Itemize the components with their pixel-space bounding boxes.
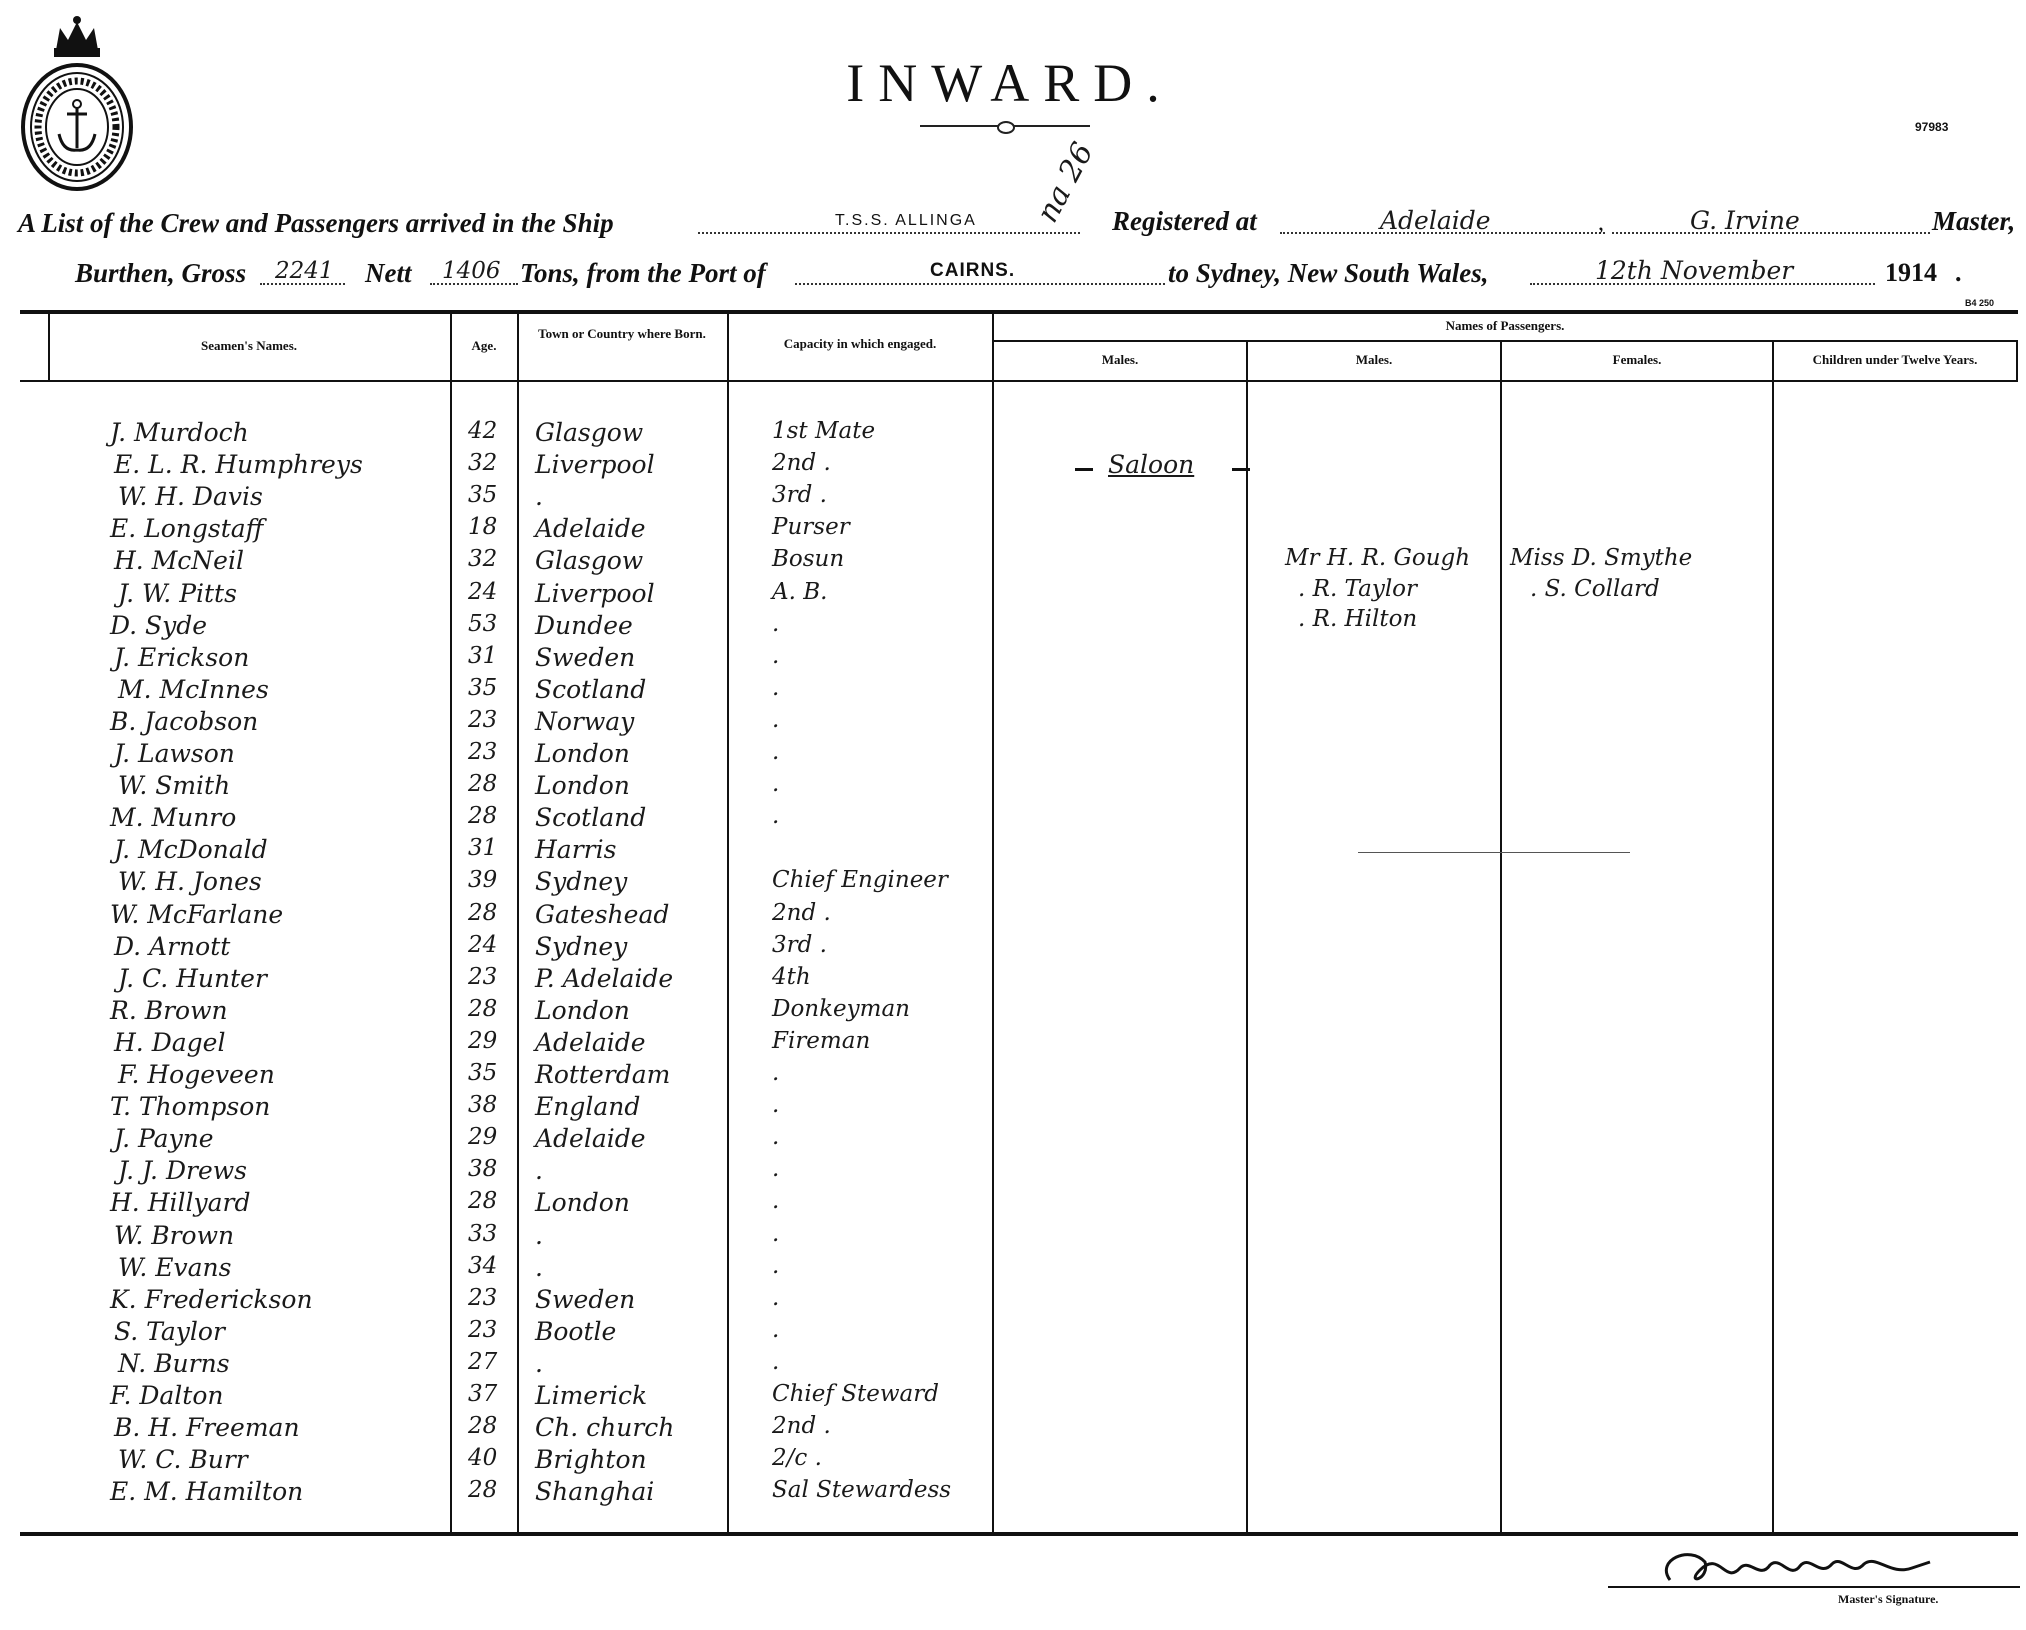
title-ornament-dot — [997, 121, 1015, 134]
seaman-age: 38 — [468, 1092, 498, 1118]
table-row — [0, 1285, 1000, 1317]
seaman-born: Harris — [535, 835, 617, 864]
seaman-age: 23 — [468, 707, 498, 733]
burthen-label: Burthen, Gross — [75, 258, 247, 288]
seaman-born: Glasgow — [535, 546, 644, 575]
tons-port-label: Tons, from the Port of — [520, 258, 766, 288]
seaman-capacity: 1st Mate — [772, 418, 876, 444]
sydney-label: to Sydney, New South Wales, — [1168, 258, 1489, 288]
ship-name: T.S.S. ALLINGA — [835, 212, 977, 229]
seaman-name: J. C. Hunter — [118, 964, 267, 993]
seaman-born: Limerick — [535, 1381, 648, 1410]
seaman-capacity: Chief Steward — [772, 1381, 939, 1407]
seaman-capacity: . — [772, 643, 780, 669]
seaman-born: . — [535, 482, 543, 511]
seaman-born: Brighton — [535, 1445, 647, 1474]
table-row — [0, 450, 1000, 482]
seaman-age: 40 — [468, 1445, 498, 1471]
seaman-capacity: . — [772, 611, 780, 637]
seaman-born: Gateshead — [535, 900, 670, 929]
seaman-capacity: . — [772, 675, 780, 701]
seaman-born: London — [535, 996, 630, 1025]
nett-label: Nett — [365, 258, 412, 288]
table-row — [0, 611, 1000, 643]
port-dotline — [795, 283, 1165, 285]
seaman-capacity: . — [772, 803, 780, 829]
seaman-born: Scotland — [535, 803, 647, 832]
port-of-departure: CAIRNS. — [930, 260, 1016, 281]
seaman-name: T. Thompson — [110, 1092, 271, 1121]
saloon-dash-right — [1232, 468, 1250, 471]
col-divider — [1246, 342, 1248, 1534]
seaman-born: Dundee — [535, 611, 633, 640]
arrival-year: 1914 — [1885, 258, 1937, 287]
seaman-age: 28 — [468, 1413, 498, 1439]
seaman-age: 27 — [468, 1349, 498, 1375]
table-row — [0, 514, 1000, 546]
seaman-age: 18 — [468, 514, 498, 540]
seaman-born: England — [535, 1092, 641, 1121]
table-top-rule — [20, 310, 2018, 314]
seaman-capacity: . — [772, 1156, 780, 1182]
table-row — [0, 707, 1000, 739]
col-divider — [1500, 342, 1502, 1534]
table-row — [0, 803, 1000, 835]
seaman-name: B. H. Freeman — [114, 1413, 300, 1442]
seaman-capacity: . — [772, 1221, 780, 1247]
table-row — [0, 579, 1000, 611]
seaman-capacity: Bosun — [772, 546, 845, 572]
table-row — [0, 932, 1000, 964]
seaman-capacity: Donkeyman — [772, 996, 910, 1022]
table-row — [0, 964, 1000, 996]
table-row — [0, 675, 1000, 707]
seaman-born: Adelaide — [535, 1028, 646, 1057]
table-row — [0, 771, 1000, 803]
seaman-name: F. Dalton — [110, 1381, 224, 1410]
passengers-end-rule — [1358, 852, 1630, 853]
seaman-born: . — [535, 1221, 543, 1250]
seaman-capacity: . — [772, 739, 780, 765]
seaman-born: Adelaide — [535, 1124, 646, 1153]
table-row — [0, 996, 1000, 1028]
seaman-born: Sydney — [535, 867, 628, 896]
table-row — [0, 1445, 1000, 1477]
table-row — [0, 546, 1000, 578]
seaman-age: 29 — [468, 1028, 498, 1054]
seaman-name: W. C. Burr — [118, 1445, 248, 1474]
seaman-capacity: A. B. — [772, 579, 828, 605]
comma-sep: , — [1598, 210, 1604, 236]
seaman-capacity: . — [772, 1253, 780, 1279]
table-row — [0, 1188, 1000, 1220]
seaman-age: 23 — [468, 964, 498, 990]
seaman-name: M. Munro — [110, 803, 237, 832]
seaman-name: E. M. Hamilton — [110, 1477, 304, 1506]
seaman-age: 28 — [468, 996, 498, 1022]
seaman-born: Sweden — [535, 643, 636, 672]
seaman-born: . — [535, 1253, 543, 1282]
saloon-dash-left — [1075, 468, 1093, 471]
seaman-born: . — [535, 1349, 543, 1378]
seaman-capacity: . — [772, 707, 780, 733]
saloon-label: Saloon — [1108, 450, 1195, 479]
seaman-age: 28 — [468, 1188, 498, 1214]
seaman-age: 23 — [468, 1285, 498, 1311]
table-row — [0, 1253, 1000, 1285]
seaman-born: Norway — [535, 707, 635, 736]
seaman-age: 24 — [468, 579, 498, 605]
seaman-born: Bootle — [535, 1317, 617, 1346]
table-row — [0, 835, 1000, 867]
passenger-female: Miss D. Smythe — [1510, 545, 1693, 571]
passenger-male: . R. Hilton — [1298, 606, 1418, 632]
table-row — [0, 1381, 1000, 1413]
seaman-capacity: Fireman — [772, 1028, 871, 1054]
table-row — [0, 1477, 1000, 1509]
seaman-age: 24 — [468, 932, 498, 958]
seaman-born: Liverpool — [535, 579, 655, 608]
table-row — [0, 867, 1000, 899]
seaman-age: 28 — [468, 803, 498, 829]
seaman-born: Sydney — [535, 932, 628, 961]
seaman-name: E. L. R. Humphreys — [114, 450, 363, 479]
passenger-male: . R. Taylor — [1298, 576, 1418, 602]
seaman-age: 34 — [468, 1253, 498, 1279]
master-label: Master, — [1932, 206, 2016, 236]
table-row — [0, 1413, 1000, 1445]
seaman-name: J. McDonald — [114, 835, 268, 864]
seaman-capacity: 3rd . — [772, 932, 827, 958]
seaman-name: H. McNeil — [114, 546, 244, 575]
header-born: Town or Country where Born. — [538, 326, 706, 341]
registered-label: Registered at — [1112, 206, 1257, 236]
header-males-2: Males. — [1355, 352, 1393, 367]
seaman-capacity: Purser — [772, 514, 850, 540]
header-passengers: Names of Passengers. — [1445, 318, 1565, 333]
seaman-capacity: . — [772, 1317, 780, 1343]
table-row — [0, 900, 1000, 932]
seaman-name: M. McInnes — [118, 675, 269, 704]
seaman-born: P. Adelaide — [535, 964, 674, 993]
table-row — [0, 1124, 1000, 1156]
seaman-name: H. Dagel — [114, 1028, 226, 1057]
seaman-age: 39 — [468, 867, 498, 893]
seaman-capacity: . — [772, 1188, 780, 1214]
header-females: Females. — [1612, 352, 1662, 367]
table-row — [0, 739, 1000, 771]
table-row — [0, 1349, 1000, 1381]
header-bottom-rule — [20, 380, 2018, 382]
seaman-name: J. Lawson — [114, 739, 235, 768]
year-period: . — [1955, 258, 1962, 287]
seaman-born: Liverpool — [535, 450, 655, 479]
seaman-capacity: . — [772, 1124, 780, 1150]
form-code: B4 250 — [1965, 298, 1995, 308]
seaman-capacity: 2nd . — [772, 450, 831, 476]
table-row — [0, 1221, 1000, 1253]
seaman-capacity: . — [772, 1060, 780, 1086]
seaman-born: Scotland — [535, 675, 647, 704]
seaman-name: D. Syde — [110, 611, 208, 640]
signature-label: Master's Signature. — [1838, 1592, 1939, 1606]
master-name: G. Irvine — [1690, 206, 1800, 235]
seaman-capacity: Sal Stewardess — [772, 1477, 952, 1503]
seaman-capacity: Chief Engineer — [772, 867, 948, 893]
margin-annotation: na 26 — [1030, 137, 1101, 229]
department-seal — [18, 10, 136, 192]
seaman-capacity: 3rd . — [772, 482, 827, 508]
nett-tonnage: 1406 — [442, 258, 501, 284]
col-divider — [2016, 342, 2018, 382]
seaman-age: 32 — [468, 546, 498, 572]
seaman-age: 35 — [468, 482, 498, 508]
seaman-name: J. Payne — [114, 1124, 214, 1153]
seaman-age: 38 — [468, 1156, 498, 1182]
seaman-name: H. Hillyard — [110, 1188, 251, 1217]
seaman-born: London — [535, 739, 630, 768]
seaman-capacity: 2/c . — [772, 1445, 822, 1471]
passenger-male: Mr H. R. Gough — [1285, 545, 1471, 571]
seaman-name: J. J. Drews — [118, 1156, 247, 1185]
seaman-born: Ch. church — [535, 1413, 675, 1442]
table-row — [0, 1060, 1000, 1092]
header-children: Children under Twelve Years. — [1812, 352, 1978, 367]
seaman-capacity: . — [772, 1349, 780, 1375]
seaman-age: 23 — [468, 739, 498, 765]
seaman-born: London — [535, 1188, 630, 1217]
seaman-name: B. Jacobson — [110, 707, 259, 736]
seaman-name: J. Murdoch — [110, 418, 249, 447]
seaman-born: Glasgow — [535, 418, 644, 447]
seaman-age: 31 — [468, 835, 498, 861]
seaman-capacity: 2nd . — [772, 1413, 831, 1439]
list-prefix: A List of the Crew and Passengers arrived in the Ship — [18, 208, 614, 238]
seaman-born: Sweden — [535, 1285, 636, 1314]
seaman-age: 35 — [468, 675, 498, 701]
seaman-age: 35 — [468, 1060, 498, 1086]
passengers-subheader-rule — [992, 340, 2018, 342]
col-divider — [1772, 342, 1774, 1534]
seaman-age: 37 — [468, 1381, 498, 1407]
table-row — [0, 1156, 1000, 1188]
table-row — [0, 482, 1000, 514]
seaman-name: W. H. Davis — [118, 482, 263, 511]
seaman-name: D. Arnott — [114, 932, 231, 961]
seaman-name: K. Frederickson — [110, 1285, 313, 1314]
gross-tonnage: 2241 — [275, 258, 334, 284]
seaman-age: 28 — [468, 1477, 498, 1503]
seaman-born: Adelaide — [535, 514, 646, 543]
seaman-name: S. Taylor — [114, 1317, 225, 1346]
seaman-name: W. Evans — [118, 1253, 232, 1282]
header-males-1: Males. — [1101, 352, 1139, 367]
seaman-age: 28 — [468, 900, 498, 926]
seaman-capacity: . — [772, 771, 780, 797]
seaman-name: W. Brown — [114, 1221, 235, 1250]
seaman-capacity: . — [772, 1092, 780, 1118]
registered-port: Adelaide — [1380, 206, 1491, 235]
form-number: 97983 — [1915, 120, 1949, 134]
seaman-name: W. H. Jones — [118, 867, 262, 896]
seaman-age: 28 — [468, 771, 498, 797]
seaman-age: 31 — [468, 643, 498, 669]
seaman-age: 32 — [468, 450, 498, 476]
seaman-born: London — [535, 771, 630, 800]
seaman-born: Rotterdam — [535, 1060, 671, 1089]
seaman-capacity: 4th — [772, 964, 811, 990]
table-row — [0, 1028, 1000, 1060]
seaman-age: 42 — [468, 418, 498, 444]
seaman-age: 29 — [468, 1124, 498, 1150]
seaman-born: Shanghai — [535, 1477, 655, 1506]
header-age: Age. — [471, 338, 497, 353]
seaman-name: J. Erickson — [114, 643, 250, 672]
seaman-capacity: . — [772, 1285, 780, 1311]
form-title: INWARD. — [846, 53, 1174, 113]
seaman-name: W. McFarlane — [110, 900, 284, 929]
seaman-name: W. Smith — [118, 771, 231, 800]
table-row — [0, 418, 1000, 450]
arrival-date: 12th November — [1595, 256, 1794, 285]
table-row — [0, 1317, 1000, 1349]
table-bottom-rule — [20, 1532, 2018, 1536]
header-capacity: Capacity in which engaged. — [783, 336, 937, 351]
signature-rule — [1608, 1586, 2020, 1588]
table-row — [0, 1092, 1000, 1124]
header-seamens-names: Seamen's Names. — [200, 338, 298, 353]
seaman-name: R. Brown — [110, 996, 228, 1025]
seaman-born: . — [535, 1156, 543, 1185]
ship-name-dotline — [698, 232, 1080, 234]
seaman-name: J. W. Pitts — [118, 579, 237, 608]
seaman-age: 23 — [468, 1317, 498, 1343]
table-row — [0, 643, 1000, 675]
seaman-name: E. Longstaff — [110, 514, 264, 543]
passenger-female: . S. Collard — [1530, 576, 1660, 602]
seaman-name: F. Hogeveen — [118, 1060, 275, 1089]
seaman-name: N. Burns — [118, 1349, 230, 1378]
seaman-age: 33 — [468, 1221, 498, 1247]
seaman-age: 53 — [468, 611, 498, 637]
seaman-capacity: 2nd . — [772, 900, 831, 926]
